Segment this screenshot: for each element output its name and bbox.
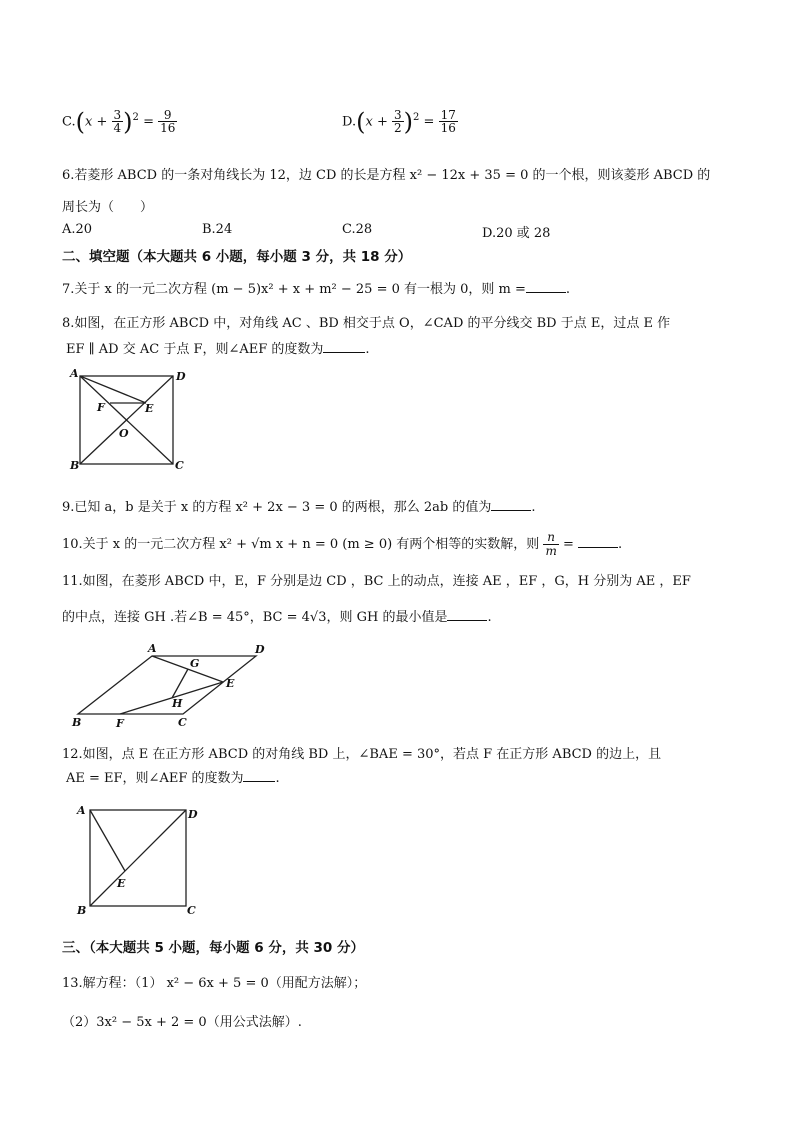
q8-line2: EF ∥ AD 交 AC 于点 F，则∠AEF 的度数为 .: [66, 342, 370, 357]
q10-answer-blank[interactable]: [578, 535, 618, 548]
option-d-fraction: $\frac{3}{2}$: [394, 107, 402, 136]
fig11-label-g: G: [190, 657, 200, 670]
fig11-label-e: E: [226, 677, 235, 690]
option-d-result: $\frac{17}{16}$: [440, 107, 456, 136]
section-2-heading: 二、填空题（本大题共 6 小题，每小题 3 分，共 18 分）: [62, 249, 412, 265]
fig12-label-e: E: [117, 877, 126, 890]
q12-line1: 12.如图，点 E 在正方形 ABCD 的对角线 BD 上，∠BAE = 30°，若点 F 在正方形 ABCD 的边上，且: [62, 747, 662, 762]
section-3-heading: 三、（本大题共 5 小题，每小题 6 分，共 30 分）: [62, 940, 365, 956]
q9-answer-blank[interactable]: [491, 498, 531, 511]
q6-choice-b: B.24: [202, 222, 233, 237]
q7-answer-blank[interactable]: [526, 280, 566, 293]
fig12-label-a: A: [77, 804, 86, 817]
q6-line2: 周长为（ ）: [62, 200, 154, 215]
q13-line2: （2）3x² − 5x + 2 = 0（用公式法解）.: [62, 1015, 302, 1030]
diagonal-bd: [90, 810, 186, 906]
q9: 9.已知 a，b 是关于 x 的方程 x² + 2x − 3 = 0 的两根，那么 2ab 的值为 .: [62, 500, 536, 515]
segment-ae: [90, 810, 125, 871]
q11-answer-blank[interactable]: [447, 608, 487, 621]
q11-line2: 的中点，连接 GH .若∠B = 45°，BC = 4√3，则 GH 的最小值是 .: [62, 610, 492, 625]
bisector-ae: [80, 376, 146, 403]
fig11-label-h: H: [172, 697, 183, 710]
fig11-label-a: A: [148, 642, 157, 655]
q6-choice-d: D.20 或 28: [482, 226, 551, 241]
fig12-label-d: D: [188, 808, 198, 821]
q10-fraction: $\frac{n}{m}$: [545, 530, 557, 558]
figure-q8: [66, 365, 186, 473]
q6-line1: 6.若菱形 ABCD 的一条对角线长为 12，边 CD 的长是方程 x² − 12x + 35 = 0 的一个根，则该菱形 ABCD 的: [62, 168, 711, 183]
fig12-label-b: B: [77, 904, 87, 917]
q10: 10.关于 x 的一元二次方程 x² + √m x + n = 0 (m ≥ 0) 有两个相等的实数解，则 $\frac{n}{m}$ = .: [62, 530, 623, 558]
fig11-label-d: D: [255, 643, 265, 656]
q6-choice-a: A.20: [62, 222, 93, 237]
option-c: C.(x + $\frac{3}{4}$ )$^2$ = $\frac{9}{16}$: [62, 107, 176, 136]
q13-line1: 13.解方程：（1） x² − 6x + 5 = 0（用配方法解）；: [62, 976, 367, 991]
q12-line2: AE = EF，则∠AEF 的度数为 .: [66, 771, 280, 786]
q6-choice-c: C.28: [342, 222, 373, 237]
fig8-label-o: O: [119, 427, 129, 440]
fig8-label-b: B: [70, 459, 80, 472]
fig8-label-d: D: [176, 370, 186, 383]
fig8-label-a: A: [70, 367, 79, 380]
figure-q12: [70, 798, 200, 918]
option-c-label: C.: [62, 114, 76, 130]
option-d-label: D.: [342, 114, 357, 130]
option-c-fraction: $\frac{3}{4}$: [113, 107, 122, 136]
option-d: D.(x + $\frac{3}{2}$ )$^2$ = $\frac{17}{16}$: [342, 107, 456, 136]
fig11-label-c: C: [178, 716, 187, 729]
option-c-result: $\frac{9}{16}$: [160, 107, 176, 136]
fig11-label-f: F: [116, 717, 124, 730]
fig8-label-c: C: [175, 459, 184, 472]
figure-q11: [66, 640, 282, 732]
q8-line1: 8.如图，在正方形 ABCD 中，对角线 AC 、BD 相交于点 O，∠CAD 的平分线交 BD 于点 E，过点 E 作: [62, 316, 671, 331]
fig12-label-c: C: [187, 904, 196, 917]
fig11-label-b: B: [72, 716, 82, 729]
q12-answer-blank[interactable]: [243, 769, 275, 782]
q8-answer-blank[interactable]: [323, 340, 365, 353]
q11-line1: 11.如图，在菱形 ABCD 中，E，F 分别是边 CD ，BC 上的动点，连接 AE ，EF ，G，H 分别为 AE ，EF: [62, 574, 691, 589]
q7: 7.关于 x 的一元二次方程 (m − 5)x² + x + m² − 25 = 0 有一根为 0，则 m = .: [62, 282, 571, 297]
fig8-label-e: E: [145, 402, 154, 415]
fig8-label-f: F: [97, 401, 105, 414]
